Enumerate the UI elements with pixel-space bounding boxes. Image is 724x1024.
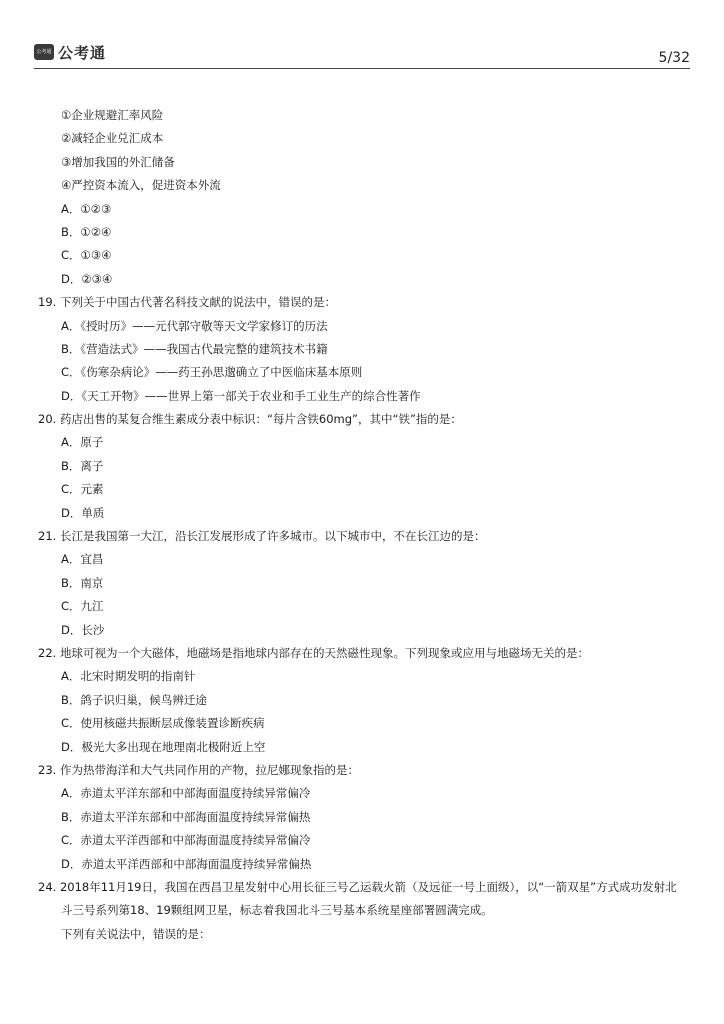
option-line: A．《授时历》——元代郭守敬等天文学家修订的历法 [61, 318, 328, 333]
option-line: A．原子 [61, 435, 104, 450]
page-number: 5/32 [658, 50, 690, 66]
option-line: B．《营造法式》——我国古代最完整的建筑技术书籍 [61, 341, 328, 356]
option-line: D．赤道太平洋西部和中部海面温度持续异常偏热 [61, 856, 312, 871]
option-line: D．《天工开物》——世界上第一部关于农业和手工业生产的综合性著作 [61, 388, 421, 403]
question-line: 24. 2018年11月19日，我国在西昌卫星发射中心用长征三号乙运载火箭（及远征一号上面级），以“一箭双星”方式成功发射北 [38, 879, 677, 894]
question-line: 22. 地球可视为一个大磁体，地磁场是指地球内部存在的天然磁性现象。下列现象或应用与地磁场无关的是： [38, 645, 589, 660]
option-line: C．使用核磁共振断层成像装置诊断疾病 [61, 716, 265, 731]
option-line: D．②③④ [61, 271, 113, 286]
option-line: A．赤道太平洋东部和中部海面温度持续异常偏冷 [61, 786, 311, 801]
brand-logo-icon: 公考通 [34, 44, 54, 60]
option-line: 斗三号系列第18、19颗组网卫星，标志着我国北斗三号基本系统星座部署圆满完成。 [61, 903, 493, 918]
option-line: B．赤道太平洋东部和中部海面温度持续异常偏热 [61, 809, 311, 824]
option-line: B．南京 [61, 575, 104, 590]
option-line: D．单质 [61, 505, 105, 520]
option-line: B．离子 [61, 458, 104, 473]
option-line: D．极光大多出现在地理南北极附近上空 [61, 739, 266, 754]
option-line: B．鸽子识归巢，候鸟辨迁途 [61, 692, 207, 707]
option-line: A．北宋时期发明的指南针 [61, 669, 196, 684]
question-line: 23. 作为热带海洋和大气共同作用的产物，拉尼娜现象指的是： [38, 762, 359, 777]
document-body [38, 104, 690, 946]
option-line: C．①③④ [61, 248, 112, 263]
header-divider [34, 68, 690, 69]
question-line: 21. 长江是我国第一大江，沿长江发展形成了许多城市。以下城市中，不在长江边的是： [38, 529, 486, 544]
question-line: 19. 下列关于中国古代著名科技文献的说法中，错误的是： [38, 295, 336, 310]
option-line: ③增加我国的外汇储备 [61, 154, 175, 169]
option-line: ②减轻企业兑汇成本 [61, 131, 164, 146]
option-line: ④严控资本流入，促进资本外流 [61, 178, 221, 193]
question-line: 20. 药店出售的某复合维生素成分表中标识：“每片含铁60mg”，其中“铁”指的是： [38, 412, 462, 427]
option-line: C．九江 [61, 599, 104, 614]
option-line: C．元素 [61, 482, 104, 497]
option-line: B．①②④ [61, 224, 112, 239]
option-line: A．①②③ [61, 201, 112, 216]
page-header [34, 40, 690, 70]
option-line: ①企业规避汇率风险 [61, 108, 164, 122]
brand-name: 公考通 [58, 44, 107, 62]
option-line: C．赤道太平洋西部和中部海面温度持续异常偏冷 [61, 833, 311, 848]
option-line: C．《伤寒杂病论》——药王孙思邈确立了中医临床基本原则 [61, 365, 363, 380]
option-line: 下列有关说法中，错误的是： [61, 926, 211, 941]
option-line: D．长沙 [61, 622, 105, 637]
option-line: A．宜昌 [61, 552, 104, 567]
